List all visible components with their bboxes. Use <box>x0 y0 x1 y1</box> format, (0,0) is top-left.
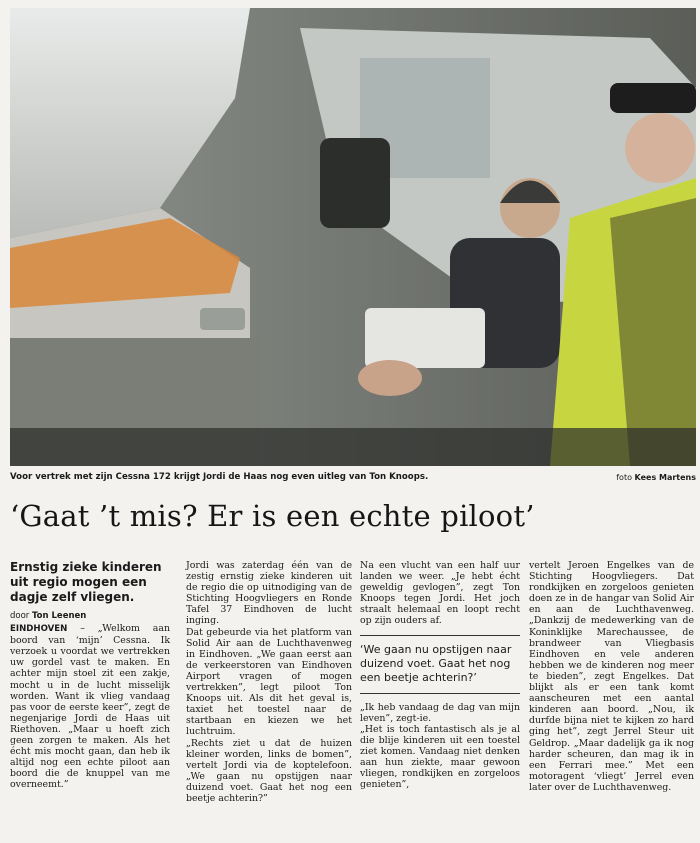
body-paragraph: Na een vlucht van een half uur landen we weer. „Je hebt écht geweldig gevlogen”, zegt Ton Knoops tegen Jordi. Het joch straalt helemaal en loopt recht op zijn ouders af. <box>360 560 520 627</box>
article-column-1 <box>10 560 170 791</box>
byline-prefix: door <box>10 611 30 621</box>
article-photo <box>10 8 696 466</box>
body-paragraph: „Het is toch fantastisch als je al die blije kinderen uit een toestel ziet komen. Vandaag niet denken aan hun ziekte, maar gewoon vliegen, rondkijken en zorgeloos genieten”, <box>360 723 520 791</box>
body-paragraph <box>10 623 170 790</box>
body-text: – „Welkom aan boord van ‘mijn’ Cessna. Ik verzoek u voordat we vertrekken uw gordel vast te maken. En achter mijn stoel zit een zakje, mocht u in de lucht misselijk worden. Want ik vlieg vandaag pas voor de eerste keer”, zegt de negenjarige Jordi de Haas uit Riethoven. „Maar u hoeft zich geen zorgen te maken. Als het écht mis mocht gaan, dan heb ik altijd nog een echte piloot aan boord die de knuppel van me overneemt.” <box>10 623 170 791</box>
body-paragraph: „Rechts ziet u dat de huizen kleiner worden, links de bomen”, vertelt Jordi via de koptelefoon. „We gaan nu opstijgen naar duizend voet. Gaat het nog een beetje achterin?” <box>186 737 352 804</box>
photo-credit-name: Kees Martens <box>634 473 696 482</box>
body-paragraph: Dat gebeurde via het platform van Solid Air aan de Luchthavenweg in Eindhoven. „We gaan eerst aan de verkeerstoren van Eindhoven Airport vragen of mogen vertrekken”, legt piloot Ton Knoops uit. Als dit het geval is, taxiet het toestel naar de startbaan en kiezen we het luchtruim. <box>186 626 352 738</box>
cockpit-photo-illustration <box>10 8 696 466</box>
article-column-4 <box>529 560 694 793</box>
photo-caption: Voor vertrek met zijn Cessna 172 krijgt Jordi de Haas nog even uitleg van Ton Knoops. <box>10 472 429 482</box>
body-paragraph: vertelt Jeroen Engelkes van de Stichting Hoogvliegers. Dat rondkijken en zorgeloos genieten doen ze in de hangar van Solid Air en aan de Luchthavenweg. „Dankzij de medewerking van de Koninklijke Marechaussee, de brandweer van Vliegbasis Eindhoven en vele anderen hebben we de kinderen nog meer te bieden”, zegt Engelkes. Dat blijkt als er een tank komt aanscheuren met een aantal kinderen aan boord. „Nou, ik durfde bijna niet te kijken zo hard ging het”, zegt Jerrel Steur uit Geldrop. „Maar dadelijk ga ik nog harder scheuren, dan mag ik in een Ferrari mee.” Met een motoragent ‘vliegt’ Jerrel even later over de Luchthavenweg. <box>529 560 694 793</box>
photo-credit <box>616 473 696 482</box>
article-headline: ‘Gaat ’t mis? Er is een echte piloot’ <box>10 499 535 533</box>
photo-caption-row <box>10 470 696 486</box>
article-intro: Ernstig zieke kinderen uit regio mogen een dagje zelf vliegen. <box>10 560 162 604</box>
body-paragraph: „Ik heb vandaag de dag van mijn leven”, zegt-ie. <box>360 701 520 724</box>
article-byline <box>10 611 170 622</box>
pull-quote: ‘We gaan nu opstijgen naar duizend voet. Gaat het nog een beetje achterin?’ <box>360 635 520 694</box>
dateline: EINDHOVEN <box>10 624 68 635</box>
article-column-3 <box>360 560 520 790</box>
byline-author: Ton Leenen <box>32 611 87 621</box>
article-column-2 <box>186 560 352 804</box>
photo-credit-prefix: foto <box>616 473 632 482</box>
body-paragraph: Jordi was zaterdag één van de zestig ernstig zieke kinderen uit de regio die op uitnodiging van de Stichting Hoogvliegers en Ronde Tafel 37 Eindhoven de lucht inging. <box>186 560 352 627</box>
